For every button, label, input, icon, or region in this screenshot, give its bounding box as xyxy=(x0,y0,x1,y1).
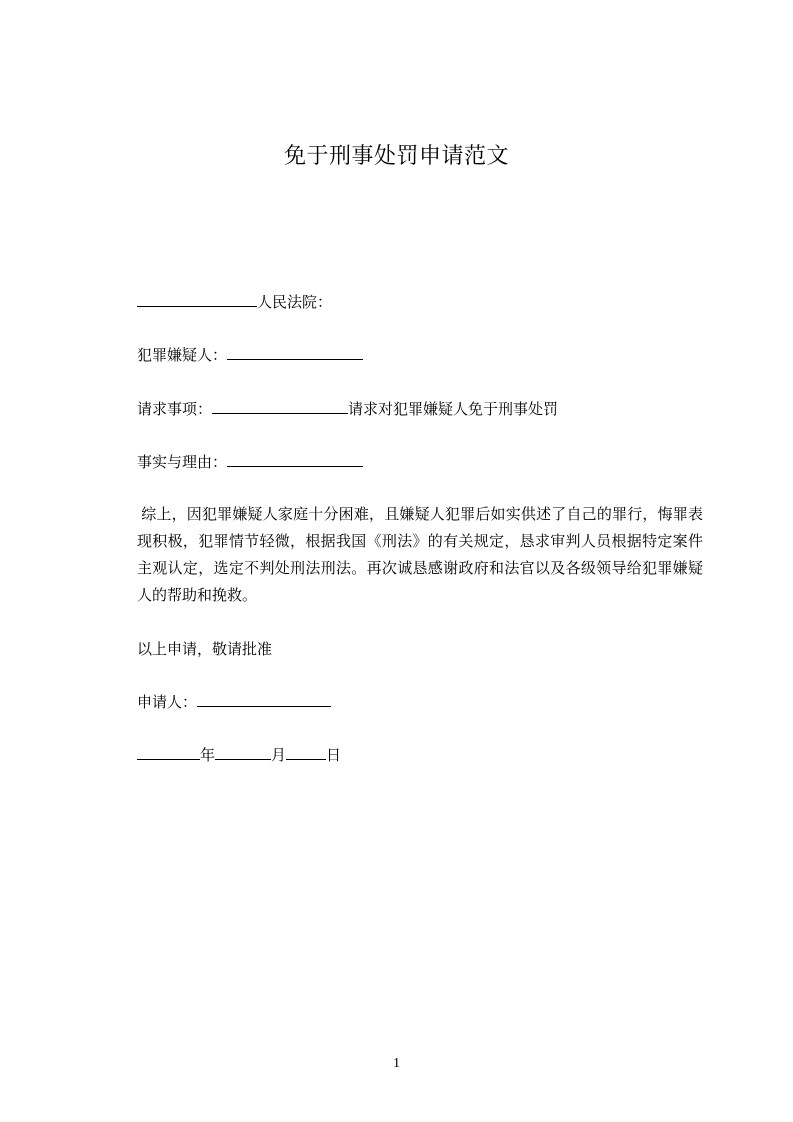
request-text: 请求对犯罪嫌疑人免于刑事处罚 xyxy=(348,400,559,418)
suspect-line xyxy=(137,345,363,365)
page-number: 1 xyxy=(393,1056,400,1071)
day-blank xyxy=(286,745,326,760)
applicant-label: 申请人： xyxy=(137,693,198,711)
month-blank xyxy=(215,745,271,760)
document-title: 免于刑事处罚申请范文 xyxy=(283,144,509,169)
court-suffix: 人民法院： xyxy=(257,293,333,311)
body-paragraph-text: 综上，因犯罪嫌疑人家庭十分困难，且嫌疑人犯罪后如实供述了自己的罪行，悔罪表现积极，犯罪情节轻微，根据我国《刑法》的有关规定，恳求审判人员根据特定案件主观认定，选定不判处刑法刑法。再次诚恳感谢政府和法官以及各级领导给犯罪嫌疑人的帮助和挽救。 xyxy=(137,505,703,604)
applicant-blank xyxy=(197,692,331,707)
date-line xyxy=(137,745,341,765)
suspect-name-blank xyxy=(227,345,363,360)
applicant-line xyxy=(137,692,331,712)
facts-label: 事实与理由： xyxy=(137,453,228,471)
facts-blank xyxy=(227,452,363,467)
date-year: 年 xyxy=(200,746,216,764)
request-label: 请求事项： xyxy=(137,400,213,418)
date-month: 月 xyxy=(271,746,287,764)
suspect-label: 犯罪嫌疑人： xyxy=(137,346,228,364)
date-day: 日 xyxy=(326,746,342,764)
request-line xyxy=(137,399,558,419)
request-blank xyxy=(212,399,348,414)
closing-line: 以上申请，敬请批准 xyxy=(137,640,273,658)
year-blank xyxy=(137,745,200,760)
court-line xyxy=(137,292,332,312)
court-name-blank xyxy=(137,292,257,307)
body-paragraph xyxy=(137,501,703,609)
facts-line xyxy=(137,452,363,472)
